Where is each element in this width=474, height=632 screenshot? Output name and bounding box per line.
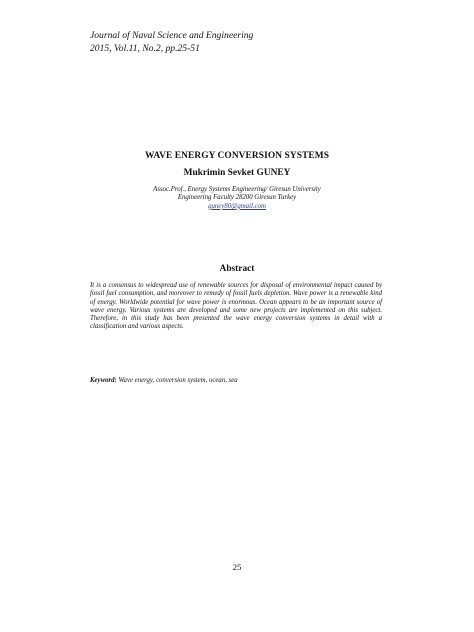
affiliation-line-1: Assoc.Prof., Energy Systems Engineering/ Giresun University: [153, 186, 321, 193]
journal-citation: 2015, Vol.11, No.2, pp.25-51: [90, 42, 200, 54]
paper-author: Mukrimin Sevket GUNEY: [183, 168, 291, 178]
author-email-link[interactable]: guney80@gmail.com: [208, 202, 266, 210]
journal-name: Journal of Naval Science and Engineering: [90, 30, 254, 41]
journal-header: [90, 30, 253, 55]
keywords-line: [90, 377, 238, 384]
keywords-text: Wave energy, conversion system, ocean, sea: [118, 377, 238, 384]
keywords-label: Keyword:: [90, 377, 117, 384]
abstract-heading: Abstract: [219, 264, 255, 274]
page-number: 25: [232, 562, 242, 572]
affiliation-line-2: Engineering Faculty 28200 Giresun Turkey: [177, 194, 297, 202]
paper-title: WAVE ENERGY CONVERSION SYSTEMS: [144, 151, 330, 161]
author-affiliation: [0, 186, 474, 211]
abstract-text: It is a consensus to widespread use of renewable sources for disposal of environmental impact caused by fossil fuel consumption, and moreover to remedy of fossil fuels depletion. Wave power is a renewable kind of energy. Worldwide potential for wave power is enormous. Ocean appears to be an important source of wave energy. Various systems are developed and some new projects are implemented on this subject. Therefore, in this study has been presented the wave energy conversion systems in detail with a classification and various aspects.: [90, 282, 382, 331]
